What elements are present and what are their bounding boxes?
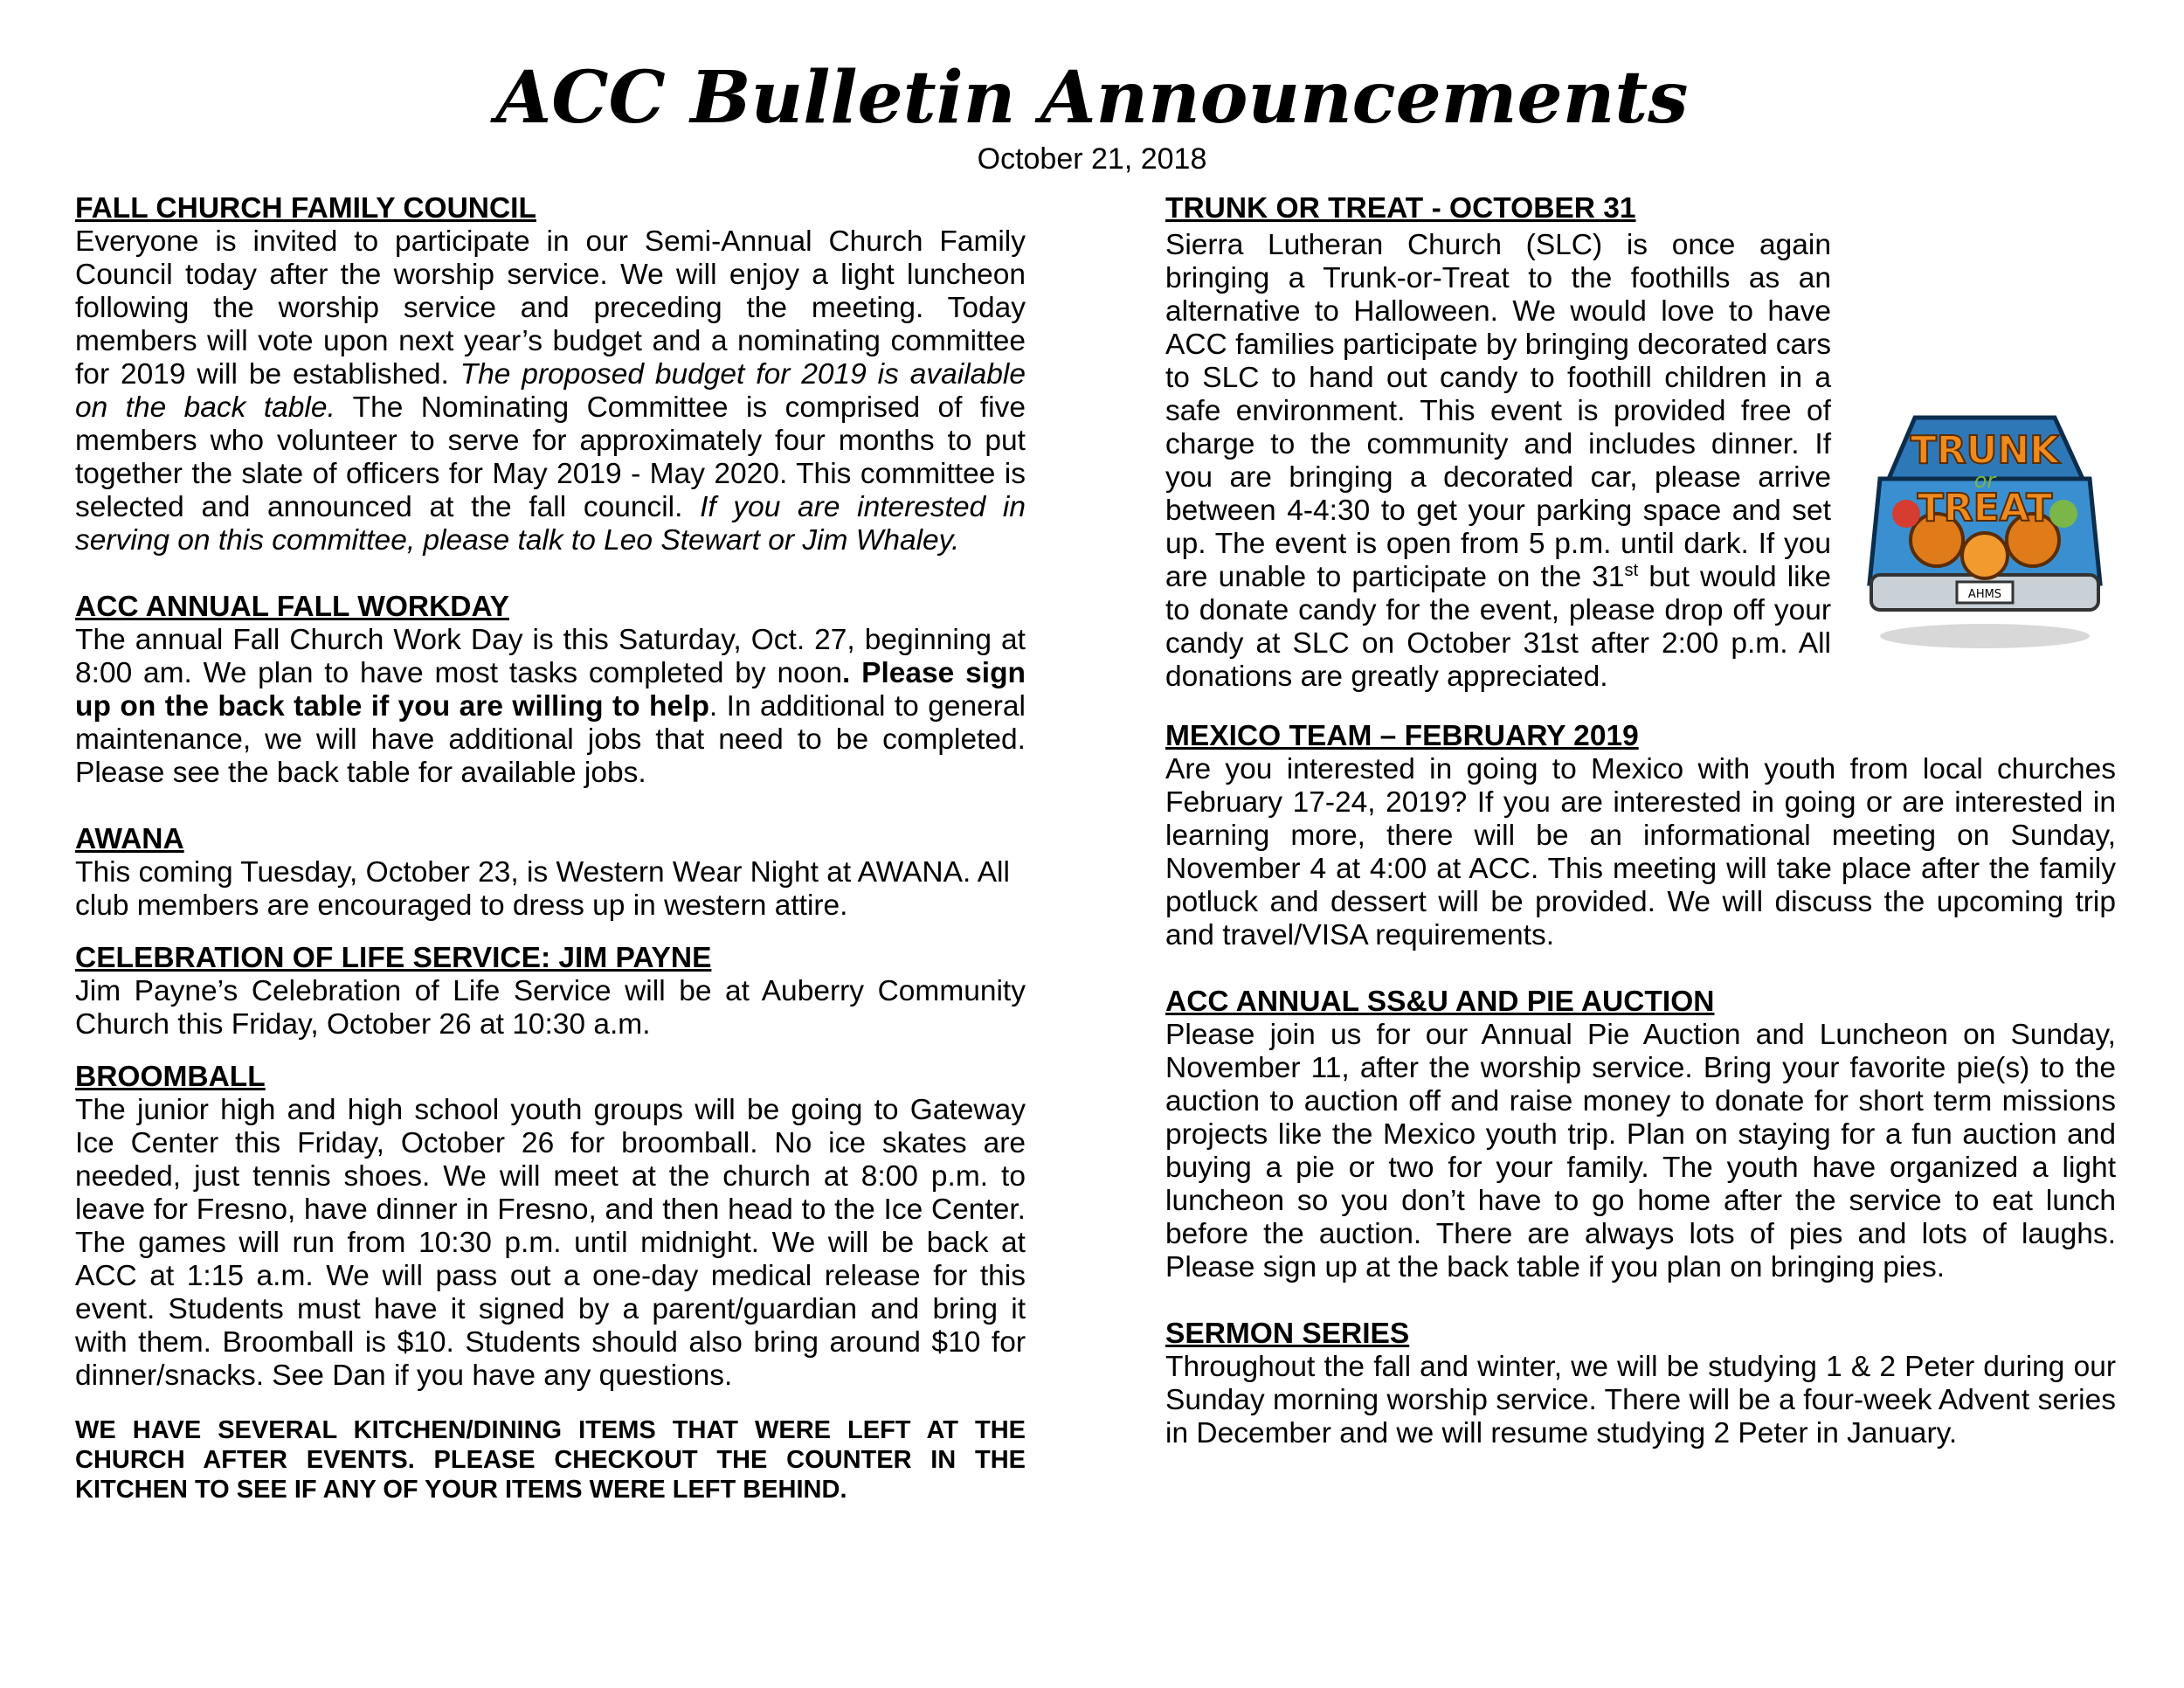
council-italic-1: The proposed budget for 2019 is available on the back table.: [75, 358, 1026, 424]
celebration-section: [75, 942, 1026, 1041]
trunk-body: [1165, 229, 2116, 694]
council-body: [75, 225, 1026, 557]
art-word-or: or: [1973, 468, 1996, 493]
workday-text-2: . In additional to general maintenance, we will have additional jobs that need to be completed. Please see the back table for available jobs.: [75, 690, 1026, 789]
page-title: ACC Bulletin Announcements: [495, 56, 1689, 140]
candy-icon: [2049, 500, 2077, 528]
shadow-shape: [1880, 624, 2090, 648]
mexico-body: Are you interested in going to Mexico with youth from local churches February 17-24, 2019? If you are interested in going or are interested in learning more, there will be an informational meeting on Sunday, November 4 at 4:00 at ACC. This meeting will take place after the family potluck and dessert will be provided. We will discuss the upcoming trip and travel/VISA requirements.: [1165, 753, 2116, 951]
art-word-trunk: TRUNK: [1910, 428, 2060, 473]
broomball-body: The junior high and high school youth groups will be going to Gateway Ice Center this Friday, October 26 for broomball. No ice skates are needed, just tennis shoes. We will meet at the church at 8:00 p.m. to leave for Fresno, have dinner in Fresno, and then head to the Ice Center. The games will run from 10:30 p.m. until midnight. We will be back at ACC at 1:15 a.m. We will pass out a one-day medical release for this event. Students must have it signed by a parent/guardian and bring it with them. Broomball is $10. Students should also bring around $10 for dinner/snacks. See Dan if you have any questions.: [75, 1094, 1026, 1392]
awana-heading: AWANA: [75, 823, 184, 855]
awana-section: [75, 823, 1026, 923]
lost-items-notice: WE HAVE SEVERAL KITCHEN/DINING ITEMS THAT WERE LEFT AT THE CHURCH AFTER EVENTS. PLEASE CHECKOUT THE COUNTER IN THE KITCHEN TO SEE IF ANY OF YOUR ITEMS WERE LEFT BEHIND.: [75, 1416, 1026, 1504]
celebration-heading: CELEBRATION OF LIFE SERVICE: JIM PAYNE: [75, 942, 712, 974]
council-italic-2: If you are interested in serving on this committee, please talk to Leo Stewart or Jim Whaley.: [75, 491, 1026, 557]
candy-icon: [1892, 500, 1920, 528]
workday-text-1: The annual Fall Church Work Day is this Saturday, Oct. 27, beginning at 8:00 am. We plan to have most tasks completed by noon: [75, 624, 1026, 689]
bulletin-date: October 21, 2018: [977, 142, 1207, 176]
mexico-heading: MEXICO TEAM – FEBRUARY 2019: [1165, 720, 1639, 752]
left-column: [75, 192, 1026, 1505]
council-text-2: The Nominating Committee is comprised of five members who volunteer to serve for approximately four months to put together the slate of officers for May 2019 - May 2020. This committee is selected and announced at the fall council.: [75, 391, 1026, 523]
workday-body: [75, 624, 1026, 790]
art-word-treat: TREAT: [1917, 486, 2053, 530]
trunk-text-2: but would like to donate candy for the event, please drop off your candy at SLC on October 31st after 2:00 p.m. All donations are greatly appreciated.: [1165, 561, 1831, 693]
pie-body: Please join us for our Annual Pie Auction and Luncheon on Sunday, November 11, after the worship service. Bring your favorite pie(s) to the auction to auction off and raise money to donate for short term missions projects like the Mexico youth trip. Plan on staying for a fun auction and buying a pie or two for your family. The youth have organized a light luncheon so you don’t have to go home after the service to eat lunch before the auction. There are always lots of pies and lots of laughs. Please sign up at the back table if you plan on bringing pies.: [1165, 1019, 2116, 1283]
broomball-section: [75, 1061, 1026, 1393]
car-trunk-icon: [1854, 400, 2116, 654]
right-column: [1165, 192, 2116, 1450]
pie-heading: ACC ANNUAL SS&U AND PIE AUCTION: [1165, 986, 1715, 1018]
council-section: [75, 192, 1026, 557]
awana-body: This coming Tuesday, October 23, is Western Wear Night at AWANA. All club members are encouraged to dress up in western attire.: [75, 856, 1010, 922]
celebration-body: Jim Payne’s Celebration of Life Service will be at Auberry Community Church this Friday, October 26 at 10:30 a.m.: [75, 975, 1026, 1041]
trunk-text-1: Sierra Lutheran Church (SLC) is once again bringing a Trunk-or-Treat to the foothills as an alternative to Halloween. We would love to have ACC families participate by bringing decorated cars to SLC to hand out candy to foothill children in a safe environment. This event is provided free of charge to the community and includes dinner. If you are bringing a decorated car, please arrive between 4-4:30 to get your parking space and set up. The event is open from 5 p.m. until dark. If you are unable to participate on the 31: [1165, 229, 1831, 593]
council-text-1: Everyone is invited to participate in our Semi-Annual Church Family Council today after the worship service. We will enjoy a light luncheon following the worship service and preceding the meeting. Today members will vote upon next year’s budget and a nominating committee for 2019 will be established.: [75, 225, 1026, 391]
workday-bold: . Please sign up on the back table if you are willing to help: [75, 657, 1026, 723]
trunk-or-treat-image: [1854, 400, 2116, 654]
broomball-heading: BROOMBALL: [75, 1061, 266, 1093]
sermon-heading: SERMON SERIES: [1165, 1318, 1410, 1350]
trunk-superscript: st: [1624, 560, 1639, 580]
pie-section: [1165, 986, 2116, 1284]
council-heading: FALL CHURCH FAMILY COUNCIL: [75, 192, 536, 225]
workday-heading: ACC ANNUAL FALL WORKDAY: [75, 591, 509, 623]
mexico-section: [1165, 720, 2116, 952]
trunk-section: [1165, 192, 2116, 694]
sermon-body: Throughout the fall and winter, we will be studying 1 & 2 Peter during our Sunday morning worship service. There will be a four-week Advent series in December and we will resume studying 2 Peter in January.: [1165, 1351, 2116, 1449]
trunk-heading: TRUNK OR TREAT - OCTOBER 31: [1165, 192, 1636, 225]
pumpkin-center-icon: [1962, 533, 2008, 578]
workday-section: [75, 591, 1026, 790]
sermon-section: [1165, 1318, 2116, 1450]
license-plate-text: AHMS: [1967, 588, 2002, 601]
